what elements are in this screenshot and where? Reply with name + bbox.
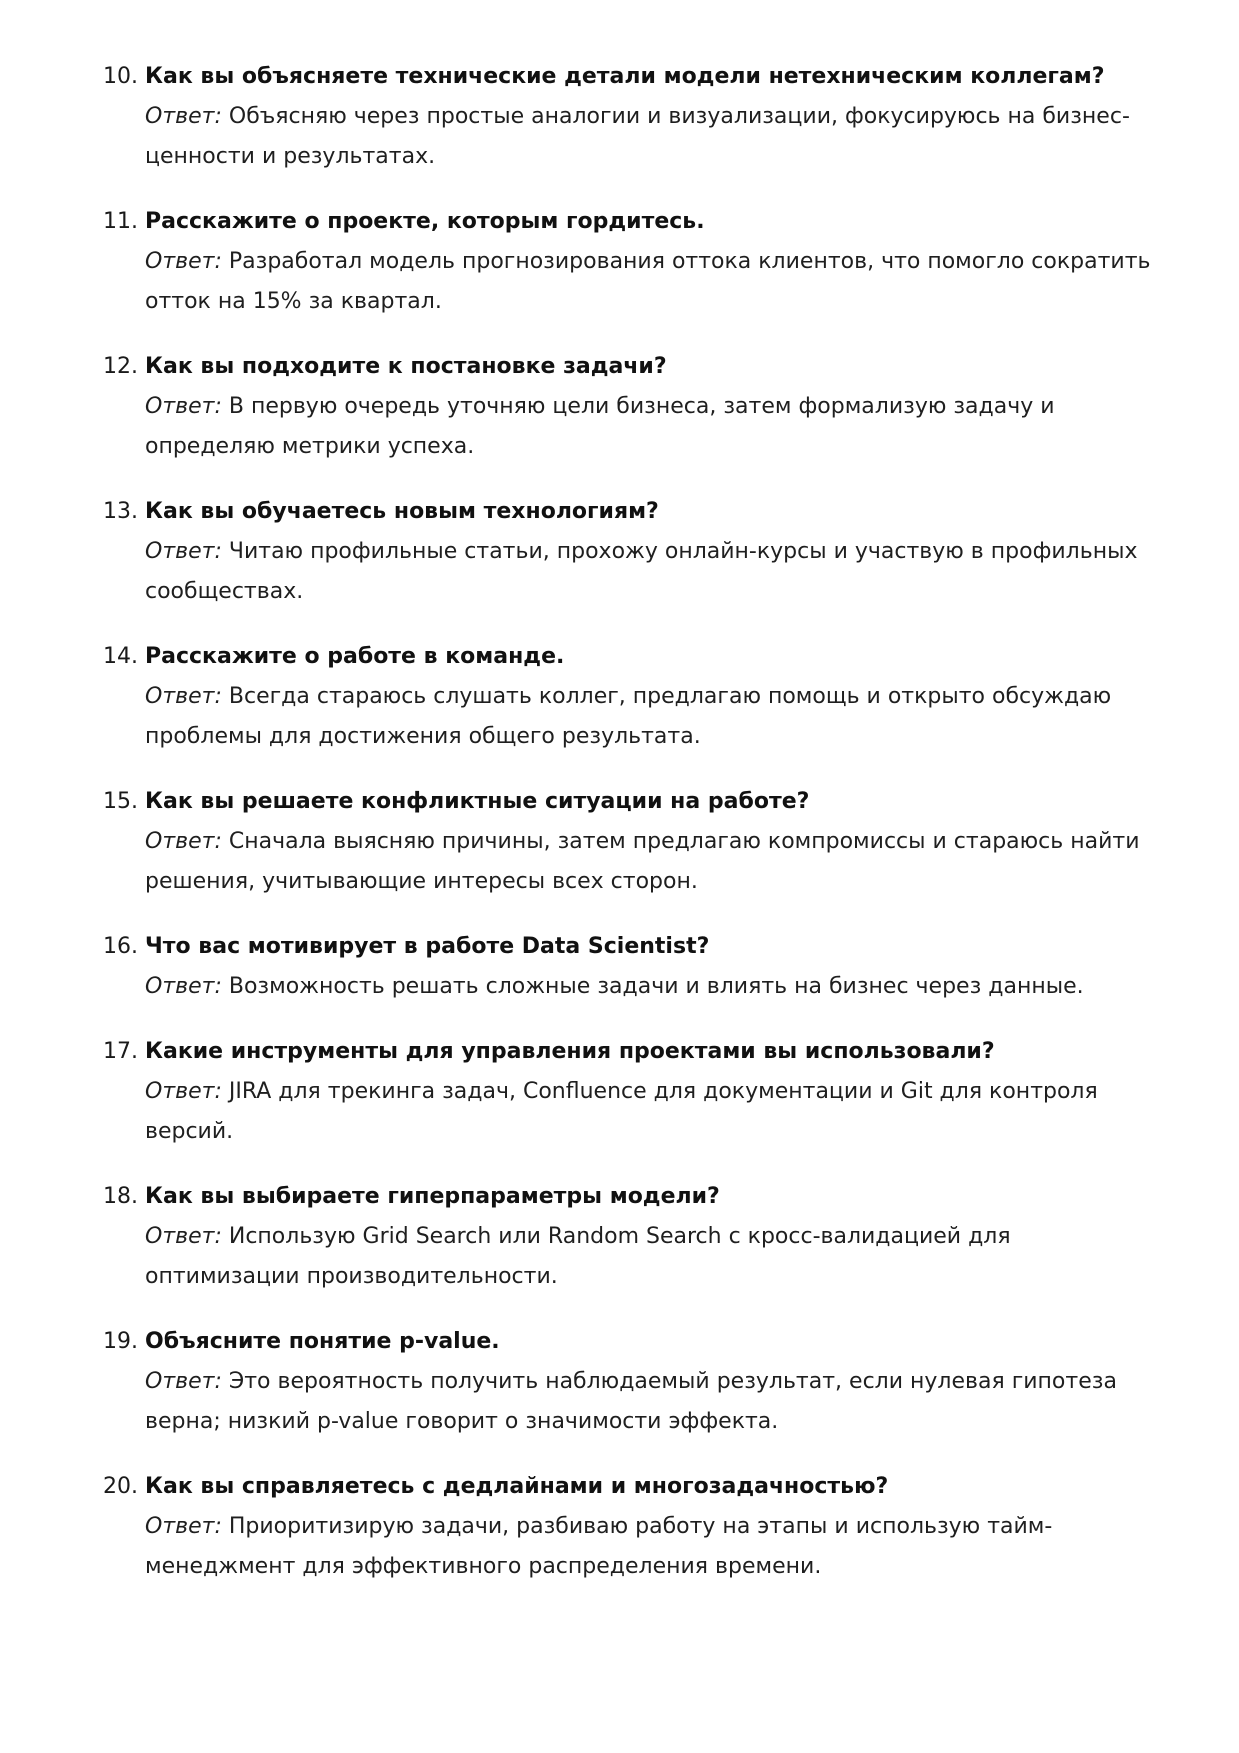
answer-label: Ответ: <box>145 249 222 274</box>
question-text: Какие инструменты для управления проектами вы использовали? <box>145 1039 995 1064</box>
item-number: 20. <box>103 1474 138 1499</box>
answer <box>145 677 1165 757</box>
answer-text: Это вероятность получить наблюдаемый результат, если нулевая гипотеза верна; низкий p-value говорит о значимости эффекта. <box>145 1369 1117 1434</box>
answer-label: Ответ: <box>145 684 222 709</box>
answer-text: Разработал модель прогнозирования оттока клиентов, что помогло сократить отток на 15% за квартал. <box>145 249 1151 314</box>
qa-item <box>105 927 1165 1007</box>
question-text: Как вы подходите к постановке задачи? <box>145 354 667 379</box>
qa-item <box>105 1322 1165 1442</box>
answer-label: Ответ: <box>145 1079 222 1104</box>
qa-item <box>105 782 1165 902</box>
qa-item <box>105 637 1165 757</box>
item-number: 14. <box>103 644 138 669</box>
item-number: 17. <box>103 1039 138 1064</box>
item-number: 13. <box>103 499 138 524</box>
answer <box>145 1217 1165 1297</box>
answer-text: Объясняю через простые аналогии и визуализации, фокусируюсь на бизнес-ценности и результатах. <box>145 104 1130 169</box>
answer <box>145 1072 1165 1152</box>
question-text: Что вас мотивирует в работе Data Scientist? <box>145 934 710 959</box>
answer <box>145 1507 1165 1587</box>
item-number: 18. <box>103 1184 138 1209</box>
question-text: Расскажите о работе в команде. <box>145 644 565 669</box>
answer-label: Ответ: <box>145 1224 222 1249</box>
qa-item <box>105 492 1165 612</box>
question-text: Как вы справляетесь с дедлайнами и многозадачностью? <box>145 1474 889 1499</box>
answer-text: Всегда стараюсь слушать коллег, предлагаю помощь и открыто обсуждаю проблемы для достижения общего результата. <box>145 684 1112 749</box>
question-text: Расскажите о проекте, которым гордитесь. <box>145 209 705 234</box>
item-number: 15. <box>103 789 138 814</box>
answer-label: Ответ: <box>145 974 222 999</box>
qa-item <box>105 1177 1165 1297</box>
qa-item <box>105 1032 1165 1152</box>
answer <box>145 1362 1165 1442</box>
answer-label: Ответ: <box>145 1369 222 1394</box>
answer-label: Ответ: <box>145 829 222 854</box>
item-number: 19. <box>103 1329 138 1354</box>
answer <box>145 242 1165 322</box>
answer-text: Возможность решать сложные задачи и влиять на бизнес через данные. <box>228 974 1084 999</box>
question-text: Как вы решаете конфликтные ситуации на работе? <box>145 789 810 814</box>
answer <box>145 532 1165 612</box>
answer-text: Приоритизирую задачи, разбиваю работу на этапы и использую тайм-менеджмент для эффективного распределения времени. <box>145 1514 1053 1579</box>
answer-label: Ответ: <box>145 394 222 419</box>
answer-text: Читаю профильные статьи, прохожу онлайн-курсы и участвую в профильных сообществах. <box>145 539 1138 604</box>
question-text: Объясните понятие p-value. <box>145 1329 500 1354</box>
qa-item <box>105 202 1165 322</box>
answer-text: Сначала выясняю причины, затем предлагаю компромиссы и стараюсь найти решения, учитывающие интересы всех сторон. <box>145 829 1140 894</box>
question-text: Как вы объясняете технические детали модели нетехническим коллегам? <box>145 64 1105 89</box>
answer-text: JIRA для трекинга задач, Confluence для документации и Git для контроля версий. <box>145 1079 1098 1144</box>
answer-label: Ответ: <box>145 1514 222 1539</box>
item-number: 16. <box>103 934 138 959</box>
qa-list <box>105 57 1165 1612</box>
question-text: Как вы выбираете гиперпараметры модели? <box>145 1184 720 1209</box>
qa-item <box>105 347 1165 467</box>
qa-item <box>105 1467 1165 1587</box>
item-number: 11. <box>103 209 138 234</box>
answer-text: Использую Grid Search или Random Search с кросс-валидацией для оптимизации производительности. <box>145 1224 1011 1289</box>
question-text: Как вы обучаетесь новым технологиям? <box>145 499 659 524</box>
answer-label: Ответ: <box>145 539 222 564</box>
answer <box>145 822 1165 902</box>
answer <box>145 967 1165 1007</box>
answer <box>145 97 1165 177</box>
item-number: 12. <box>103 354 138 379</box>
answer <box>145 387 1165 467</box>
qa-item <box>105 57 1165 177</box>
item-number: 10. <box>103 64 138 89</box>
answer-text: В первую очередь уточняю цели бизнеса, затем формализую задачу и определяю метрики успеха. <box>145 394 1055 459</box>
answer-label: Ответ: <box>145 104 222 129</box>
